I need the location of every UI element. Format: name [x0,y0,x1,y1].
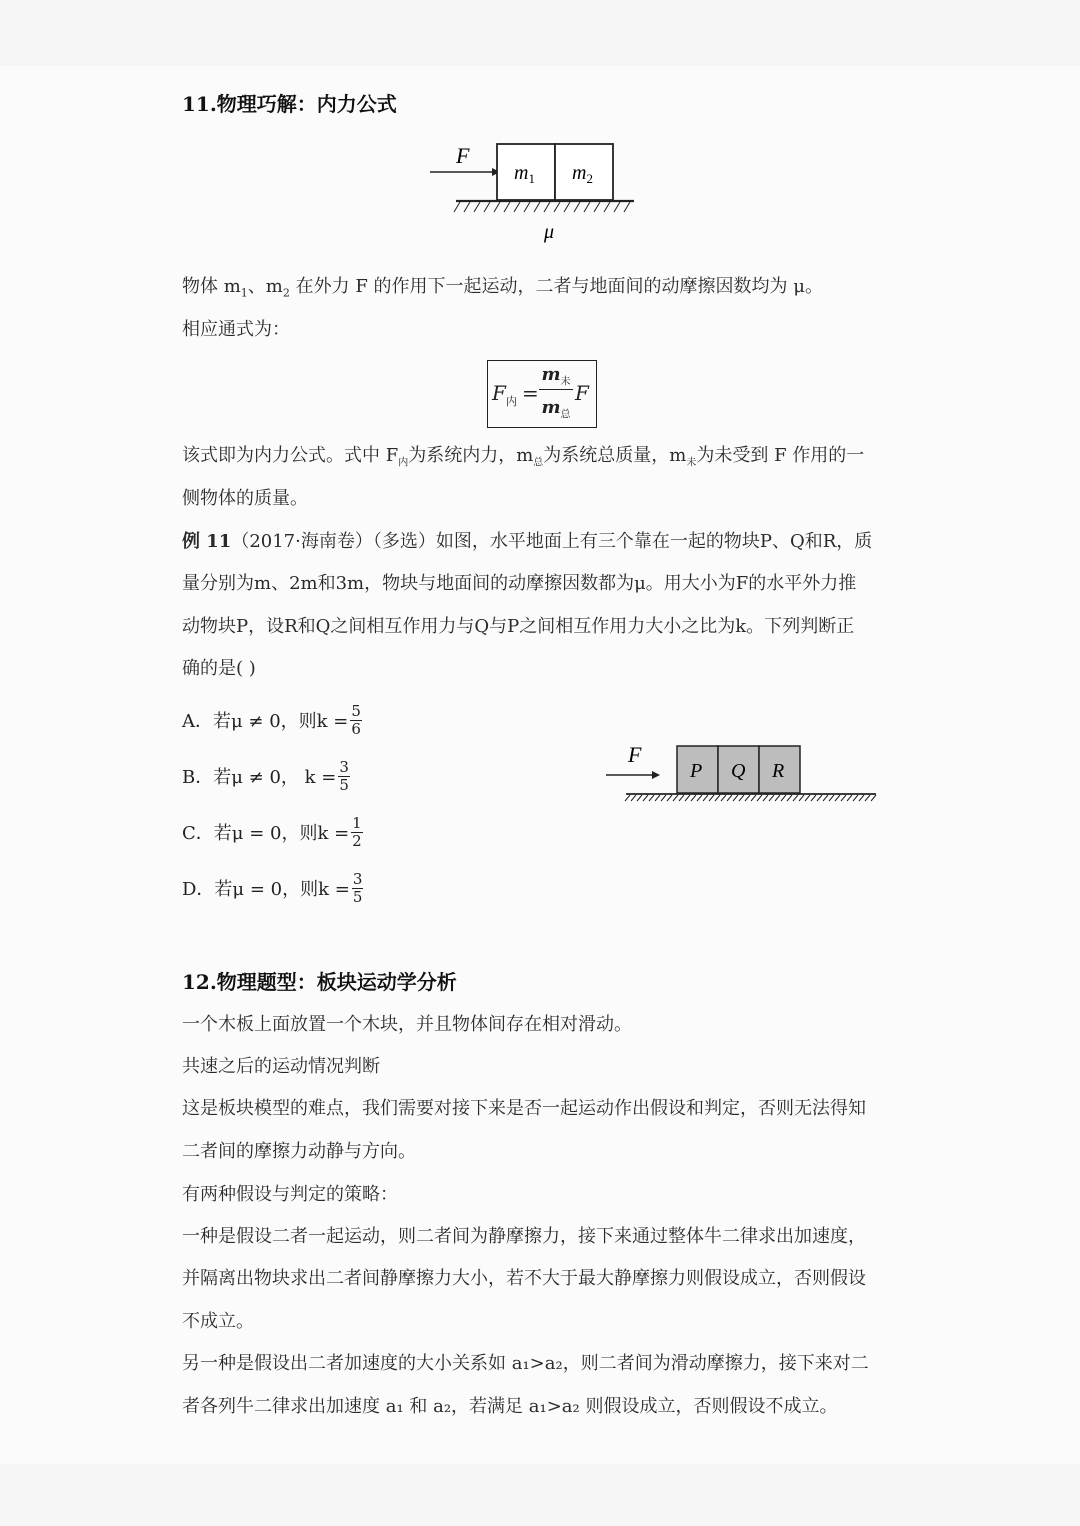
section-11-heading: 11.物理巧解：内力公式 [182,92,397,116]
option-d: D．若μ = 0，则k = $\frac{3}{5}$ [182,869,363,906]
ground-hatch [673,795,678,801]
explanation-line: 侧物体的质量。 [182,488,308,509]
ground-hatch [781,795,786,801]
ground-hatch [625,795,630,801]
section-12-line: 二者间的摩擦力动静与方向。 [182,1141,416,1162]
ground-hatch [817,795,822,801]
force-label: F [456,143,470,168]
svg-text:Q: Q [731,760,746,782]
svg-text:R: R [772,760,785,782]
ground-hatch [727,795,732,801]
section-12-heading: 12.物理题型：板块运动学分析 [182,970,457,994]
example-11-line: 量分别为m、2m和3m，物块与地面间的动摩擦因数都为μ。用大小为F的水平外力推 [182,573,857,594]
ground-hatch [871,795,876,801]
section-12-line: 一种是假设二者一起运动，则二者间为静摩擦力，接下来通过整体牛二律求出加速度， [182,1226,866,1247]
option-b: B．若μ ≠ 0， k = $\frac{3}{5}$ [182,757,349,794]
formula-equals: = [522,381,539,405]
ground-hatch [829,795,834,801]
ground-hatch [775,795,780,801]
ground-hatch [697,795,702,801]
ground-hatch [865,795,870,801]
formula-denominator: $m_总$ [541,397,571,421]
ground-hatch [835,795,840,801]
ground-hatch [847,795,852,801]
ground-hatch [679,795,684,801]
section-12-line: 有两种假设与判定的策略： [182,1184,398,1205]
option-c: C．若μ = 0，则k = $\frac{1}{2}$ [182,813,362,850]
section-12-line: 并隔离出物块求出二者间静摩擦力大小，若不大于最大静摩擦力则假设成立，否则假设 [182,1268,866,1289]
ground-hatch [649,795,654,801]
ground-hatch [739,795,744,801]
ground-hatch [685,795,690,801]
ground-hatch [751,795,756,801]
description-line: 物体 $m_1$、$m_2$ 在外力 F 的作用下一起运动，二者与地面间的动摩擦因数均为 μ。 [182,276,823,300]
friction-coefficient-label: μ [544,221,555,243]
three-block-diagram [600,738,890,808]
svg-text:P: P [690,760,703,782]
example-11-line: 动物块P，设R和Q之间相互作用力与Q与P之间相互作用力大小之比为k。下列判断正 [182,616,855,637]
example-11-line: 确的是( ) [182,658,256,679]
formula-rhs: F [575,381,589,405]
ground-hatch [841,795,846,801]
svg-text:m2: $m_2$ [572,162,593,186]
section-12-line: 一个木板上面放置一个木块，并且物体间存在相对滑动。 [182,1014,632,1035]
ground-hatch [721,795,726,801]
svg-text:m1: $m_1$ [514,162,535,186]
ground-hatch [709,795,714,801]
ground-hatch [859,795,864,801]
section-12-line: 者各列牛二律求出加速度 a₁ 和 a₂，若满足 a₁>a₂ 则假设成立，否则假设不成立。 [182,1396,838,1417]
formula-numerator: $m_未$ [539,364,573,390]
ground-hatch [805,795,810,801]
explanation-line: 该式即为内力公式。式中 $F_内$为系统内力，$m_总$为系统总质量，$m_未$为未受到 F 作用的一 [182,445,865,469]
ground-hatch [787,795,792,801]
two-block-diagram [420,138,660,248]
ground-hatch [643,795,648,801]
ground-hatch [733,795,738,801]
ground-hatch [853,795,858,801]
inner-force-formula [487,360,597,428]
ground-hatch [823,795,828,801]
general-formula-intro: 相应通式为： [182,319,290,340]
section-12-line: 共速之后的运动情况判断 [182,1056,380,1077]
ground-hatch [757,795,762,801]
ground-hatch [811,795,816,801]
ground-hatch [631,795,636,801]
ground-hatch [745,795,750,801]
ground-hatch [715,795,720,801]
example-11-line: 例 11（2017·海南卷）（多选）如图，水平地面上有三个靠在一起的物块P、Q和R，质 [182,531,873,552]
ground-hatch [667,795,672,801]
force-label: F [628,742,642,767]
ground-hatch [655,795,660,801]
ground-hatch [661,795,666,801]
ground-hatch [799,795,804,801]
section-12-line: 不成立。 [182,1311,254,1332]
ground-hatch [793,795,798,801]
section-12-line: 另一种是假设出二者加速度的大小关系如 a₁>a₂，则二者间为滑动摩擦力，接下来对二 [182,1353,869,1374]
option-a: A．若μ ≠ 0，则k = $\frac{5}{6}$ [182,701,361,738]
ground-hatch [691,795,696,801]
section-12-line: 这是板块模型的难点，我们需要对接下来是否一起运动作出假设和判定，否则无法得知 [182,1098,866,1119]
ground-hatch [637,795,642,801]
ground-hatch [703,795,708,801]
ground-hatch [763,795,768,801]
formula-lhs: $F_内$ [492,381,517,408]
ground-hatch [769,795,774,801]
